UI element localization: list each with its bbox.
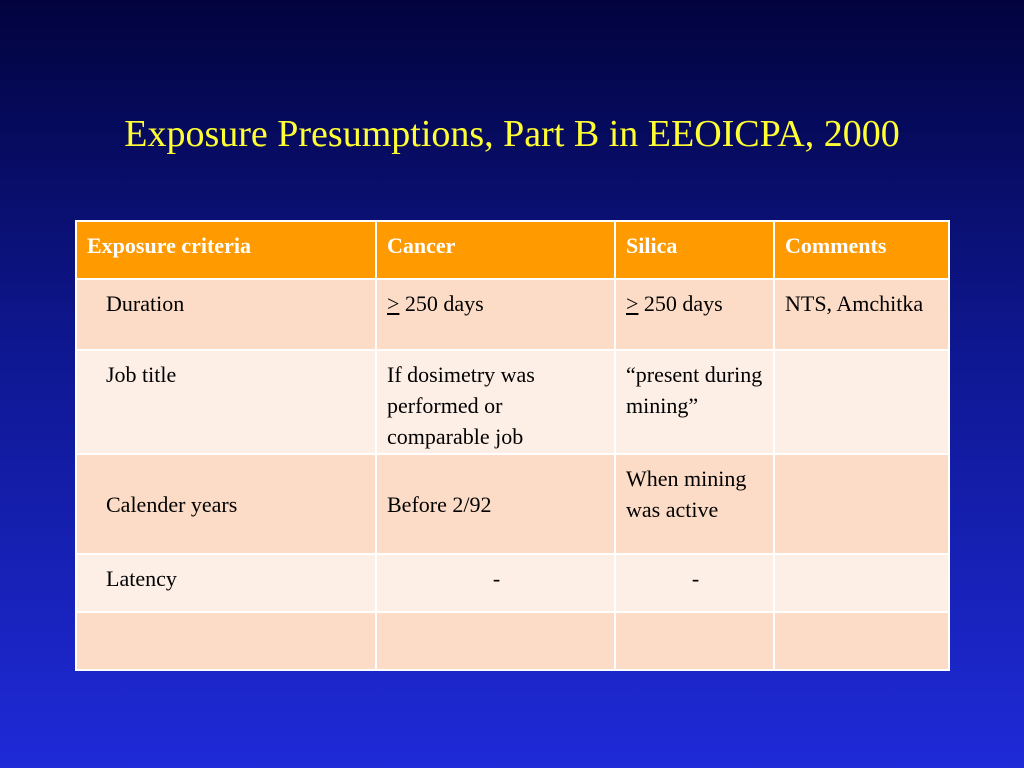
cell-silica: “present during mining”	[615, 350, 774, 454]
exposure-table	[75, 220, 950, 671]
table-row	[76, 554, 949, 612]
greater-equal-symbol: >	[626, 291, 639, 316]
cell-silica: When mining was active	[615, 454, 774, 554]
cell-comments: NTS, Amchitka	[774, 279, 949, 350]
row-label: Latency	[76, 554, 376, 612]
greater-equal-symbol: >	[387, 291, 400, 316]
table-row	[76, 612, 949, 670]
cell-comments	[774, 454, 949, 554]
cell-cancer: Before 2/92	[376, 454, 615, 554]
row-label	[76, 612, 376, 670]
row-label: Calender years	[76, 454, 376, 554]
row-label: Duration	[76, 279, 376, 350]
table-header-row	[76, 221, 949, 279]
header-exposure-criteria: Exposure criteria	[76, 221, 376, 279]
cell-cancer: If dosimetry was performed or comparable job	[376, 350, 615, 454]
cell-text: 250 days	[399, 291, 484, 316]
cell-comments	[774, 554, 949, 612]
cell-cancer: -	[376, 554, 615, 612]
header-comments: Comments	[774, 221, 949, 279]
cell-silica	[615, 279, 774, 350]
cell-comments	[774, 350, 949, 454]
cell-silica	[615, 612, 774, 670]
cell-comments	[774, 612, 949, 670]
header-cancer: Cancer	[376, 221, 615, 279]
cell-silica: -	[615, 554, 774, 612]
cell-text: 250 days	[638, 291, 723, 316]
slide-title: Exposure Presumptions, Part B in EEOICPA, 2000	[124, 113, 900, 155]
cell-cancer	[376, 279, 615, 350]
header-silica: Silica	[615, 221, 774, 279]
row-label: Job title	[76, 350, 376, 454]
table-row	[76, 350, 949, 454]
cell-cancer	[376, 612, 615, 670]
table-row	[76, 279, 949, 350]
table-row	[76, 454, 949, 554]
